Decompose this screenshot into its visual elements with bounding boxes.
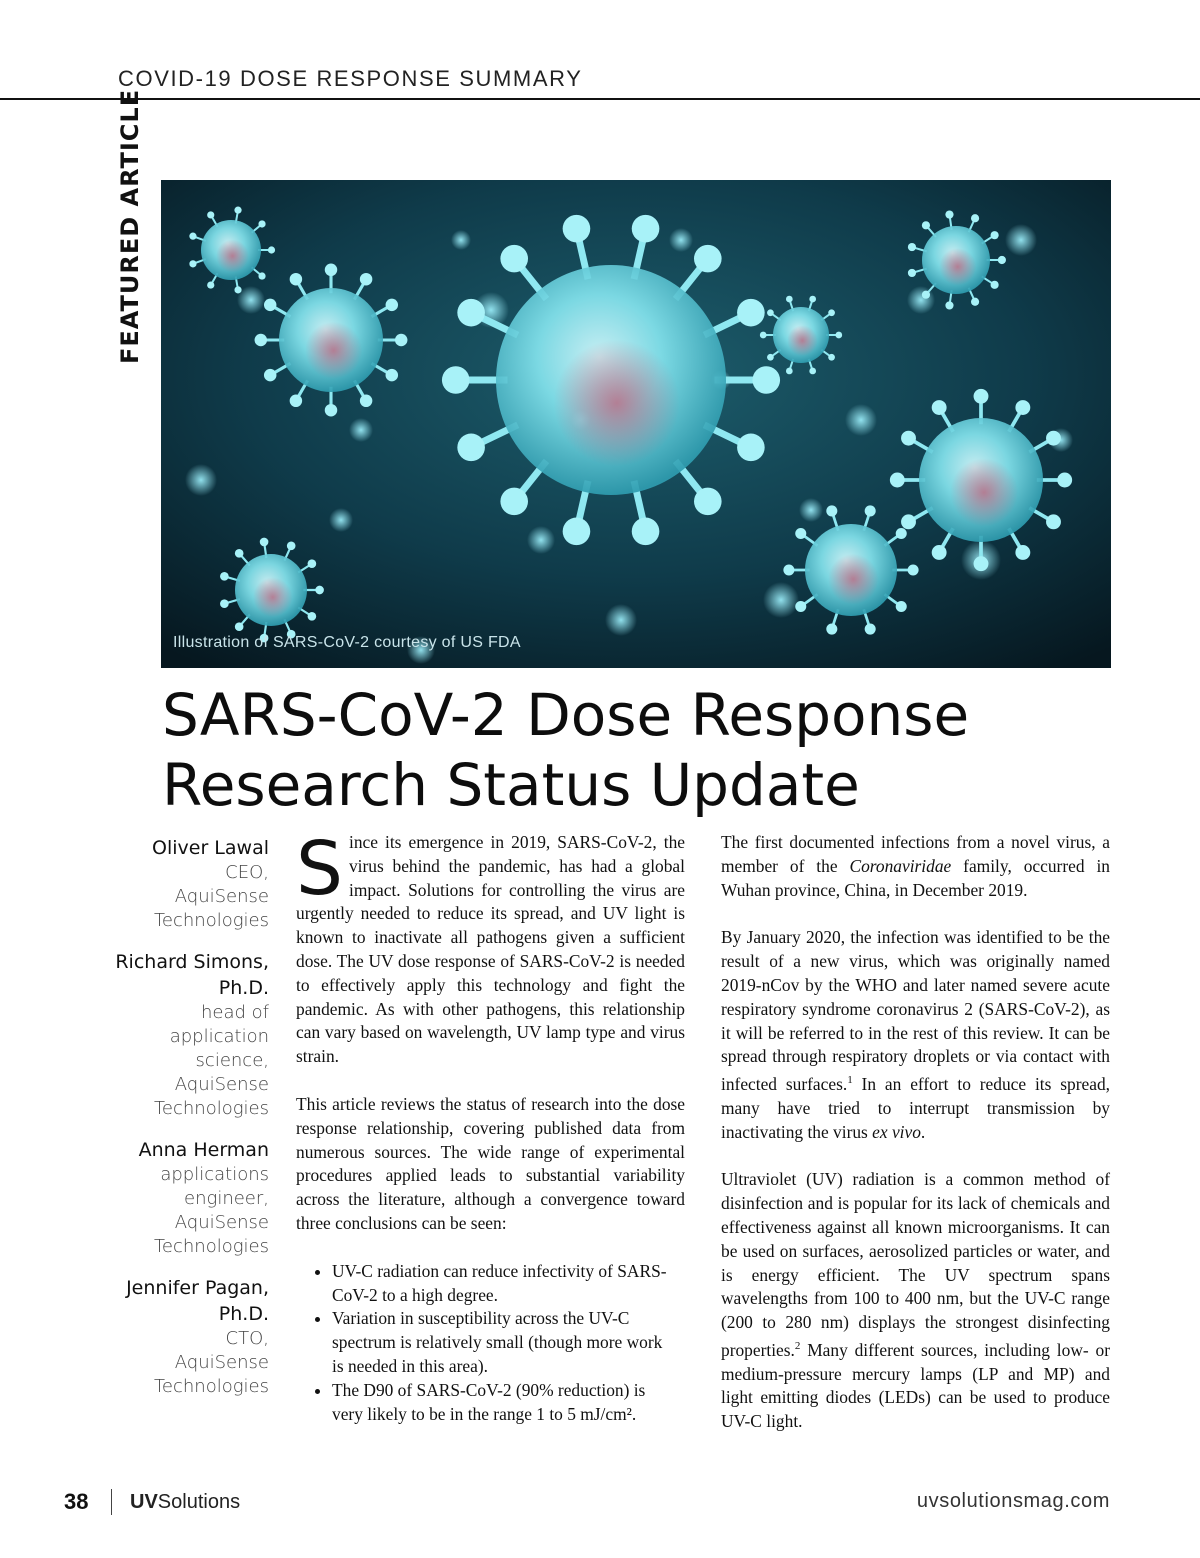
light-particle	[799, 498, 823, 522]
conclusion-list	[296, 1260, 685, 1427]
role-line: CTO,	[225, 1328, 269, 1349]
text-run: Many different sources, including low- or medium-pressure mercury lamps (LP and MP) and light emitting diodes (LEDs) can be used to produce UV-C light.	[721, 1339, 1110, 1432]
author-role	[100, 1001, 269, 1121]
role-line: engineer,	[184, 1188, 269, 1209]
role-line: Technologies	[153, 1236, 269, 1257]
author-name: Anna Herman	[138, 1139, 269, 1161]
brand-rest: Solutions	[157, 1491, 241, 1513]
light-particle	[527, 526, 555, 554]
list-item: • UV-C radiation can reduce infectivity of SARS-CoV-2 to a high degree.	[332, 1260, 685, 1308]
footnote-ref: 1	[847, 1074, 853, 1087]
author-role	[100, 1163, 269, 1259]
title-line-2: Research Status Update	[162, 751, 860, 819]
light-particle	[605, 604, 637, 636]
article-title	[162, 680, 1162, 820]
list-item: • Variation in susceptibility across the UV-C spectrum is relatively small (though more work is needed in this area).	[332, 1307, 685, 1378]
role-line: AquiSense	[174, 886, 269, 907]
italic-term: Coronaviridae	[849, 855, 952, 876]
author-name: Oliver Lawal	[152, 837, 269, 859]
magazine-brand	[130, 1491, 240, 1514]
image-caption: Illustration of SARS-CoV-2 courtesy of US FDA	[173, 634, 521, 651]
role-line: AquiSense	[174, 1352, 269, 1373]
role-line: Technologies	[153, 1376, 269, 1397]
author	[100, 835, 269, 933]
list-item: • The D90 of SARS-CoV-2 (90% reduction) is very likely to be in the range 1 to 5 mJ/cm².	[332, 1379, 685, 1427]
text-run: In an effort to reduce its spread, many have tried to interrupt transmission by inactivating the virus	[721, 1073, 1110, 1142]
light-particle	[451, 230, 471, 250]
footnote-ref: 2	[794, 1339, 801, 1352]
running-head: COVID-19 DOSE RESPONSE SUMMARY	[118, 66, 583, 91]
paragraph	[721, 831, 1110, 902]
author	[100, 1275, 269, 1399]
author-list	[100, 835, 269, 1415]
section-tag: FEATURED ARTICLE	[116, 88, 144, 364]
virus-illustration	[161, 180, 1111, 668]
paragraph	[721, 926, 1110, 1144]
role-line: AquiSense	[174, 1212, 269, 1233]
body-column-2	[721, 831, 1110, 1458]
text-run: The first documented infections from a novel virus, a member of the	[721, 832, 1110, 876]
text-run: family, occurred in Wuhan province, China, in December 2019.	[721, 855, 1110, 900]
role-line: science,	[195, 1050, 269, 1071]
light-particle	[669, 228, 693, 252]
paragraph	[296, 826, 685, 1069]
brand-bold: UV	[130, 1491, 158, 1513]
text-run: By January 2020, the infection was identified to be the result of a new virus, which was originally named 2019-nCov by the WHO and later named severe acute respiratory syndrome coronavirus 2 (SARS-CoV-2), as it will be referred to in the rest of this review. It can be spread through respiratory droplets or via contact with infected surfaces.	[721, 927, 1110, 1094]
paragraph	[721, 1168, 1110, 1434]
author	[100, 949, 269, 1121]
light-particle	[763, 582, 799, 618]
light-particle	[185, 464, 217, 496]
text-run: .	[920, 1121, 926, 1142]
page-number: 38	[64, 1489, 89, 1514]
paragraph: This article reviews the status of research into the dose response relationship, covering published data from numerous sources. The wide range of experimental procedures applied leads to substantial variability across the literature, although a convergence toward three conclusions can be seen:	[296, 1093, 685, 1233]
role-line: AquiSense	[174, 1074, 269, 1095]
author-role	[100, 861, 269, 933]
light-particle	[349, 418, 373, 442]
author	[100, 1137, 269, 1259]
body-column-1	[296, 826, 685, 1426]
light-particle	[845, 404, 877, 436]
author-role	[100, 1327, 269, 1399]
light-particle	[1005, 224, 1037, 256]
title-line-1: SARS-CoV-2 Dose Response	[162, 681, 970, 749]
light-particle	[329, 508, 353, 532]
author-name: Jennifer Pagan, Ph.D.	[126, 1277, 269, 1325]
author-name: Richard Simons, Ph.D.	[115, 951, 269, 999]
text-run: Ultraviolet (UV) radiation is a common method of disinfection and is popular for its lack of chemicals and effectiveness against all known microorganisms. It can be used on surfaces, aerosolized particles or water, and is energy efficient. The UV spectrum spans wavelengths from 100 to 400 nm, but the UV-C range (200 to 280 nm) displays the strongest disinfecting properties.	[721, 1169, 1110, 1360]
role-line: Technologies	[153, 910, 269, 931]
footer-divider	[111, 1489, 112, 1515]
magazine-url: uvsolutionsmag.com	[916, 1490, 1110, 1512]
paragraph-text: ince its emergence in 2019, SARS-CoV-2, the virus behind the pandemic, has had a global impact. Solutions for controlling the virus are urgently needed to reduce its spread, and UV light is known to inactivate all pathogens given a sufficient dose. The UV dose response of SARS-CoV-2 is needed to effectively apply this technology and fight the pandemic. As with other pathogens, this relationship can vary based on wavelength, UV lamp type and virus strain.	[296, 832, 685, 1067]
hero-image	[161, 180, 1111, 668]
role-line: applications	[160, 1164, 269, 1185]
role-line: head of	[200, 1002, 269, 1023]
role-line: CEO,	[225, 862, 269, 883]
header-rule	[0, 98, 1200, 100]
drop-cap: S	[296, 826, 343, 912]
role-line: application	[169, 1026, 269, 1047]
role-line: Technologies	[153, 1098, 269, 1119]
italic-term: ex vivo	[872, 1121, 921, 1142]
